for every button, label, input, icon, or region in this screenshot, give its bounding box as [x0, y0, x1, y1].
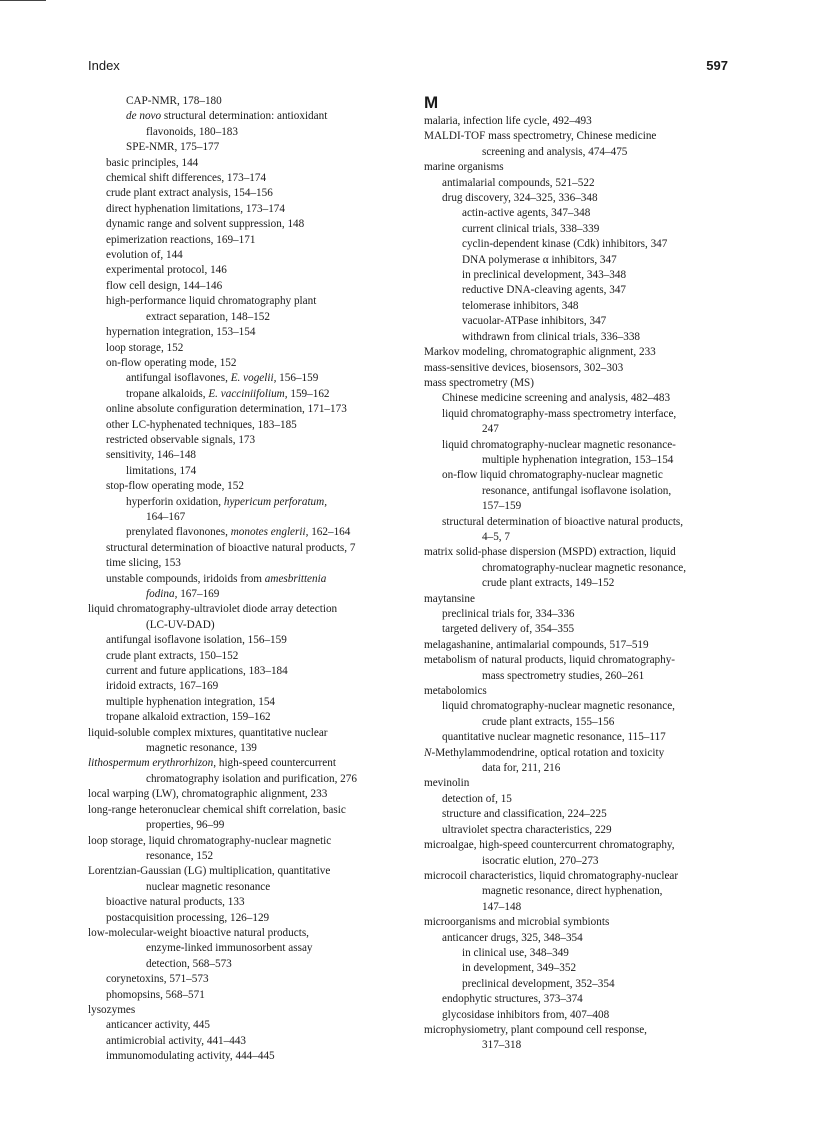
- entry-text: glycosidase inhibitors from, 407–408: [442, 1008, 610, 1021]
- entry-text: online absolute configuration determination, 171–173: [106, 403, 347, 416]
- index-line: [424, 114, 734, 129]
- entry-text: chromatography-nuclear magnetic resonance,: [482, 561, 687, 574]
- entry-text: SPE-NMR, 175–177: [126, 141, 220, 154]
- entry-text: magnetic resonance, direct hyphenation,: [482, 885, 663, 898]
- entry-text: on-flow operating mode, 152: [106, 356, 237, 369]
- entry-text: crude plant extracts, 149–152: [482, 577, 615, 590]
- entry-text: anticancer drugs, 325, 348–354: [442, 931, 583, 944]
- entry-text: in clinical use, 348–349: [462, 946, 569, 959]
- italic-term: lithospermum erythrorhizon,: [88, 757, 217, 770]
- index-line: [88, 325, 388, 340]
- entry-text: matrix solid-phase dispersion (MSPD) extraction, liquid: [424, 546, 676, 559]
- entry-text: Markov modeling, chromatographic alignment, 233: [424, 346, 656, 359]
- entry-text: current and future applications, 183–184: [106, 665, 288, 678]
- entry-text: iridoid extracts, 167–169: [106, 680, 219, 693]
- entry-text: prenylated flavonones,: [126, 526, 231, 539]
- entry-text: long-range heteronuclear chemical shift correlation, basic: [88, 803, 346, 816]
- index-line: [424, 299, 734, 314]
- index-line: [424, 530, 734, 545]
- index-line: [424, 638, 734, 653]
- index-line: [424, 407, 734, 422]
- index-line: [424, 715, 734, 730]
- entry-text: extract separation, 148–152: [146, 310, 270, 323]
- index-line: [424, 453, 734, 468]
- entry-text: marine organisms: [424, 161, 504, 174]
- italic-term: E. vogelii,: [230, 372, 277, 385]
- entry-text: microcoil characteristics, liquid chromatography-nuclear: [424, 869, 679, 882]
- entry-text: structural determination: antioxidant: [161, 110, 328, 123]
- entry-text: mass spectrometry (MS): [424, 376, 534, 389]
- entry-text: quantitative nuclear magnetic resonance, 115–117: [442, 731, 666, 744]
- entry-text: metabolomics: [424, 685, 487, 698]
- entry-text: screening and analysis, 474–475: [482, 145, 628, 158]
- index-line: [424, 422, 734, 437]
- entry-text: tropane alkaloid extraction, 159–162: [106, 711, 271, 724]
- index-line: [424, 499, 734, 514]
- entry-text: low-molecular-weight bioactive natural products,: [88, 926, 309, 939]
- index-column-left: [88, 94, 388, 1065]
- entry-text: 157–159: [482, 500, 522, 513]
- index-line: [424, 160, 734, 175]
- index-line: [424, 838, 734, 853]
- index-line: [424, 730, 734, 745]
- index-line: [424, 283, 734, 298]
- index-line: [424, 653, 734, 668]
- entry-text: telomerase inhibitors, 348: [462, 299, 579, 312]
- index-line: [424, 237, 734, 252]
- index-line: [424, 746, 734, 761]
- entry-text: nuclear magnetic resonance: [146, 880, 271, 893]
- index-line: [424, 1023, 734, 1038]
- entry-text: liquid-soluble complex mixtures, quantitative nuclear: [88, 726, 328, 739]
- entry-text: liquid chromatography-nuclear magnetic resonance,: [442, 700, 675, 713]
- entry-text: targeted delivery of, 354–355: [442, 623, 575, 636]
- entry-text: ultraviolet spectra characteristics, 229: [442, 823, 612, 836]
- index-line: [424, 129, 734, 144]
- index-line: [88, 479, 388, 494]
- index-line: [88, 448, 388, 463]
- index-line: [88, 664, 388, 679]
- index-line: [88, 787, 388, 802]
- italic-term: E. vacciniifolium,: [208, 387, 288, 400]
- index-line: [424, 869, 734, 884]
- index-line: [424, 330, 734, 345]
- index-line: [88, 464, 388, 479]
- entry-text: multiple hyphenation integration, 154: [106, 695, 276, 708]
- index-line: [88, 926, 388, 941]
- letter-heading: M: [424, 93, 439, 112]
- entry-text: flow cell design, 144–146: [106, 279, 223, 292]
- entry-text: actin-active agents, 347–348: [462, 207, 591, 220]
- entry-text: Chinese medicine screening and analysis, 482–483: [442, 392, 671, 405]
- index-line: [424, 545, 734, 560]
- index-line: [424, 915, 734, 930]
- entry-text: liquid chromatography-nuclear magnetic resonance-: [442, 438, 676, 451]
- index-line: [88, 649, 388, 664]
- index-line: [424, 961, 734, 976]
- index-line: [88, 1034, 388, 1049]
- italic-term: amesbrittenia: [264, 572, 327, 585]
- page-number: 597: [706, 58, 728, 73]
- index-line: [88, 633, 388, 648]
- index-line: [88, 710, 388, 725]
- entry-text: mass spectrometry studies, 260–261: [482, 669, 645, 682]
- entry-text: Lorentzian-Gaussian (LG) multiplication, quantitative: [88, 865, 331, 878]
- italic-term: monotes englerii,: [230, 526, 309, 539]
- entry-text: flavonoids, 180–183: [146, 125, 238, 138]
- entry-text: microphysiometry, plant compound cell response,: [424, 1023, 647, 1036]
- entry-text: 317–318: [482, 1039, 522, 1052]
- italic-term: N: [424, 746, 432, 759]
- entry-text: 247: [482, 423, 499, 436]
- index-line: [424, 884, 734, 899]
- entry-text: chromatography isolation and purification, 276: [146, 772, 357, 785]
- index-line: [88, 263, 388, 278]
- index-line: [88, 202, 388, 217]
- entry-text: 162–164: [308, 526, 351, 539]
- index-line: [88, 125, 388, 140]
- entry-text: CAP-NMR, 178–180: [126, 95, 222, 107]
- entry-text: detection of, 15: [442, 792, 512, 805]
- index-line: [424, 1008, 734, 1023]
- entry-text: unstable compounds, iridoids from: [106, 572, 265, 585]
- index-line: [88, 864, 388, 879]
- index-line: [424, 176, 734, 191]
- index-line: [424, 992, 734, 1007]
- entry-text: withdrawn from clinical trials, 336–338: [462, 330, 641, 343]
- entry-text: 147–148: [482, 900, 522, 913]
- index-line: [88, 156, 388, 171]
- entry-text: endophytic structures, 373–374: [442, 993, 583, 1006]
- index-line: [88, 572, 388, 587]
- entry-text: multiple hyphenation integration, 153–154: [482, 453, 674, 466]
- entry-text: cyclin-dependent kinase (Cdk) inhibitors, 347: [462, 238, 668, 251]
- entry-text: crude plant extracts, 150–152: [106, 649, 239, 662]
- entry-text: high-speed countercurrent: [216, 757, 336, 770]
- index-line: [88, 556, 388, 571]
- entry-text: corynetoxins, 571–573: [106, 973, 209, 986]
- entry-text: liquid chromatography-mass spectrometry interface,: [442, 407, 677, 420]
- entry-text: direct hyphenation limitations, 173–174: [106, 202, 285, 215]
- entry-text: 156–159: [276, 372, 319, 385]
- index-line: [424, 622, 734, 637]
- entry-text: magnetic resonance, 139: [146, 742, 257, 755]
- index-line: [88, 279, 388, 294]
- entry-text: 4–5, 7: [482, 530, 510, 543]
- index-line: [88, 294, 388, 309]
- index-line: [88, 418, 388, 433]
- index-line: [88, 94, 388, 109]
- index-line: [424, 854, 734, 869]
- index-line: [88, 387, 388, 402]
- entry-text: mevinolin: [424, 777, 470, 790]
- entry-text: 164–167: [146, 510, 186, 523]
- entry-text: crude plant extract analysis, 154–156: [106, 187, 273, 200]
- index-line: [88, 849, 388, 864]
- entry-text: bioactive natural products, 133: [106, 896, 245, 909]
- entry-text: restricted observable signals, 173: [106, 433, 256, 446]
- entry-text: loop storage, 152: [106, 341, 184, 354]
- entry-text: experimental protocol, 146: [106, 264, 227, 277]
- entry-text: epimerization reactions, 169–171: [106, 233, 256, 246]
- index-line: [424, 823, 734, 838]
- entry-text: postacquisition processing, 126–129: [106, 911, 270, 924]
- entry-text: reductive DNA-cleaving agents, 347: [462, 284, 627, 297]
- entry-text: data for, 211, 216: [482, 762, 561, 775]
- index-line: [424, 900, 734, 915]
- index-line: [88, 911, 388, 926]
- entry-text: hyperforin oxidation,: [126, 495, 224, 508]
- entry-text: tropane alkaloids,: [126, 387, 209, 400]
- index-line: [424, 468, 734, 483]
- top-rule: [0, 0, 46, 1]
- index-line: [424, 222, 734, 237]
- entry-text: resonance, 152: [146, 849, 214, 862]
- index-line: [424, 345, 734, 360]
- index-line: [88, 587, 388, 602]
- index-line: [88, 109, 388, 124]
- index-line: [88, 1003, 388, 1018]
- entry-text: microalgae, high-speed countercurrent chromatography,: [424, 839, 675, 852]
- index-line: [88, 541, 388, 556]
- entry-text: time slicing, 153: [106, 557, 181, 570]
- entry-text: dynamic range and solvent suppression, 148: [106, 218, 305, 231]
- index-line: [424, 977, 734, 992]
- index-line: [424, 268, 734, 283]
- entry-text: 159–162: [287, 387, 330, 400]
- index-line: [88, 895, 388, 910]
- index-line: [424, 314, 734, 329]
- index-line: [88, 818, 388, 833]
- index-line: [88, 371, 388, 386]
- index-line: [88, 248, 388, 263]
- entry-text: preclinical trials for, 334–336: [442, 608, 575, 620]
- entry-text: drug discovery, 324–325, 336–348: [442, 192, 598, 205]
- index-line: [424, 684, 734, 699]
- index-line: [88, 1018, 388, 1033]
- entry-text: limitations, 174: [126, 464, 197, 477]
- entry-text: melagashanine, antimalarial compounds, 517–519: [424, 638, 649, 651]
- index-line: [424, 391, 734, 406]
- index-line: [424, 607, 734, 622]
- entry-text: antifungal isoflavone isolation, 156–159: [106, 634, 287, 647]
- index-line: [88, 525, 388, 540]
- index-line: [88, 756, 388, 771]
- italic-term: hypericum perforatum,: [223, 495, 328, 508]
- italic-term: fodina,: [146, 588, 178, 600]
- entry-text: isocratic elution, 270–273: [482, 854, 599, 867]
- entry-text: 167–169: [177, 588, 220, 600]
- entry-text: -Methylammodendrine, optical rotation and toxicity: [431, 746, 665, 759]
- index-line: [88, 772, 388, 787]
- entry-text: in preclinical development, 343–348: [462, 269, 627, 282]
- entry-text: mass-sensitive devices, biosensors, 302–303: [424, 361, 624, 374]
- index-line: [424, 592, 734, 607]
- entry-text: chemical shift differences, 173–174: [106, 172, 267, 185]
- index-line: [424, 253, 734, 268]
- entry-text: evolution of, 144: [106, 249, 183, 262]
- index-line: [424, 145, 734, 160]
- index-line: [88, 695, 388, 710]
- entry-text: properties, 96–99: [146, 819, 225, 832]
- entry-text: anticancer activity, 445: [106, 1019, 210, 1032]
- entry-text: hypernation integration, 153–154: [106, 326, 256, 339]
- index-line: [424, 206, 734, 221]
- index-line: [88, 1049, 388, 1064]
- index-line: [88, 679, 388, 694]
- entry-text: enzyme-linked immunosorbent assay: [146, 942, 313, 955]
- entry-text: structural determination of bioactive natural products, 7: [106, 541, 356, 554]
- entry-text: high-performance liquid chromatography plant: [106, 295, 317, 308]
- entry-text: structural determination of bioactive natural products,: [442, 515, 684, 528]
- index-line: [424, 376, 734, 391]
- index-line: [88, 988, 388, 1003]
- index-line: [88, 341, 388, 356]
- entry-text: detection, 568–573: [146, 957, 232, 970]
- entry-text: (LC-UV-DAD): [146, 618, 215, 631]
- entry-text: vacuolar-ATPase inhibitors, 347: [462, 315, 607, 328]
- index-line: [88, 957, 388, 972]
- entry-text: MALDI-TOF mass spectrometry, Chinese medicine: [424, 130, 657, 143]
- index-line: [88, 972, 388, 987]
- index-line: [88, 510, 388, 525]
- index-line: [88, 741, 388, 756]
- entry-text: maytansine: [424, 592, 475, 605]
- index-line: [424, 946, 734, 961]
- index-line: [88, 140, 388, 155]
- index-line: [88, 310, 388, 325]
- index-line: [424, 484, 734, 499]
- index-line: [424, 931, 734, 946]
- index-line: [424, 576, 734, 591]
- entry-text: structure and classification, 224–225: [442, 808, 607, 821]
- index-line: [424, 561, 734, 576]
- index-line: [88, 726, 388, 741]
- entry-text: on-flow liquid chromatography-nuclear magnetic: [442, 469, 663, 482]
- index-line: [88, 356, 388, 371]
- entry-text: liquid chromatography-ultraviolet diode array detection: [88, 603, 338, 616]
- index-line: [88, 217, 388, 232]
- index-line: [88, 186, 388, 201]
- index-line: [424, 699, 734, 714]
- index-line: [88, 941, 388, 956]
- entry-text: resonance, antifungal isoflavone isolation,: [482, 484, 672, 497]
- index-line: [424, 761, 734, 776]
- index-line: [88, 618, 388, 633]
- index-entries-right: [424, 114, 734, 1054]
- entry-text: metabolism of natural products, liquid chromatography-: [424, 654, 676, 667]
- entry-text: phomopsins, 568–571: [106, 988, 205, 1001]
- index-line: [424, 1038, 734, 1053]
- entry-text: immunomodulating activity, 444–445: [106, 1050, 275, 1063]
- section-title: Index: [88, 58, 120, 73]
- index-line: [424, 438, 734, 453]
- entry-text: preclinical development, 352–354: [462, 977, 615, 990]
- index-line: [88, 880, 388, 895]
- index-line: [424, 807, 734, 822]
- index-line: [88, 602, 388, 617]
- entry-text: DNA polymerase α inhibitors, 347: [462, 253, 617, 266]
- entry-text: local warping (LW), chromatographic alignment, 233: [88, 788, 328, 801]
- entry-text: other LC-hyphenated techniques, 183–185: [106, 418, 297, 431]
- entry-text: antifungal isoflavones,: [126, 372, 231, 385]
- index-line: [88, 171, 388, 186]
- entry-text: microorganisms and microbial symbionts: [424, 916, 610, 929]
- entry-text: lysozymes: [88, 1003, 136, 1016]
- index-line: [88, 233, 388, 248]
- index-line: [88, 495, 388, 510]
- index-line: [88, 402, 388, 417]
- entry-text: malaria, infection life cycle, 492–493: [424, 115, 592, 127]
- index-line: [88, 834, 388, 849]
- entry-text: crude plant extracts, 155–156: [482, 715, 615, 728]
- index-line: [424, 361, 734, 376]
- entry-text: sensitivity, 146–148: [106, 449, 197, 462]
- index-line: [424, 191, 734, 206]
- index-line: [424, 776, 734, 791]
- index-line: [424, 669, 734, 684]
- running-header: [88, 58, 728, 76]
- entry-text: in development, 349–352: [462, 962, 577, 975]
- entry-text: current clinical trials, 338–339: [462, 222, 600, 235]
- entry-text: basic principles, 144: [106, 156, 199, 169]
- index-column-right: [424, 92, 734, 1054]
- index-line: [88, 433, 388, 448]
- index-line: [88, 803, 388, 818]
- entry-text: loop storage, liquid chromatography-nuclear magnetic: [88, 834, 332, 847]
- entry-text: antimalarial compounds, 521–522: [442, 176, 595, 189]
- italic-term: de novo: [126, 110, 162, 123]
- index-line: [424, 515, 734, 530]
- entry-text: antimicrobial activity, 441–443: [106, 1034, 247, 1047]
- index-line: [424, 792, 734, 807]
- entry-text: stop-flow operating mode, 152: [106, 480, 244, 493]
